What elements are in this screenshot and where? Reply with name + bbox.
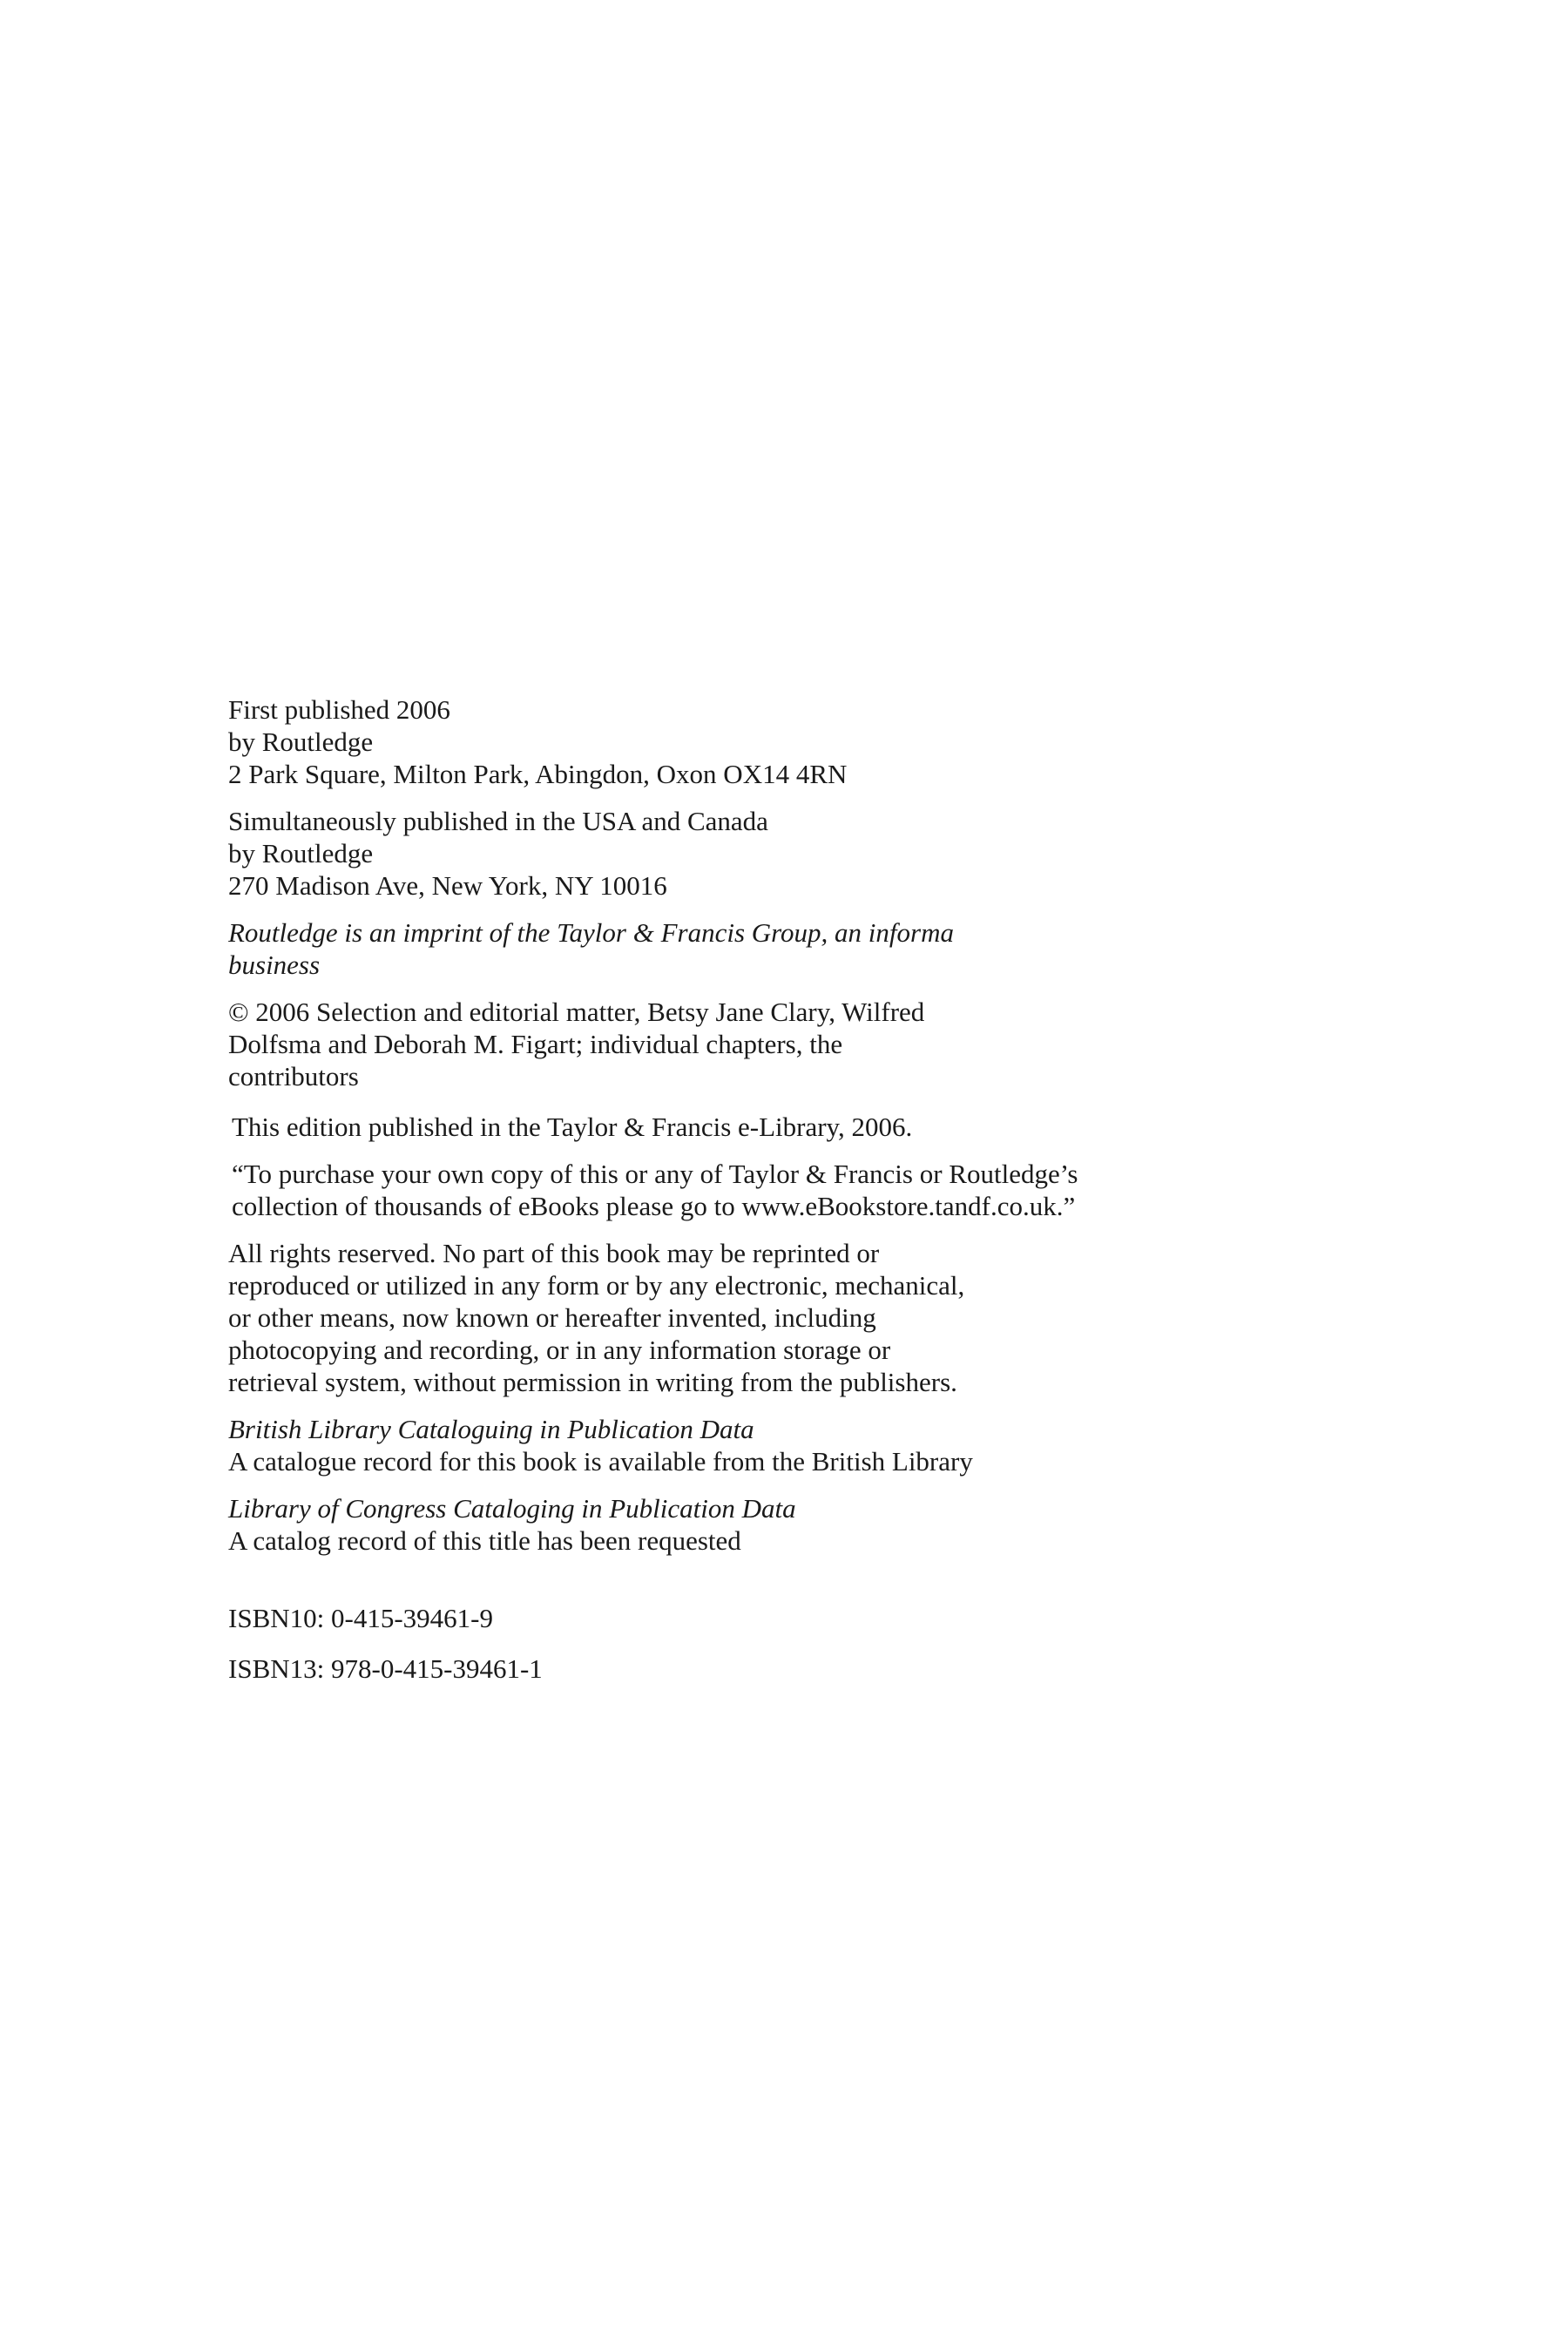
elibrary-edition-line: This edition published in the Taylor & Francis e-Library, 2006. bbox=[232, 1112, 913, 1142]
rights-line: retrieval system, without permission in writing from the publishers. bbox=[228, 1367, 957, 1397]
copyright-line: Dolfsma and Deborah M. Figart; individual chapters, the bbox=[228, 1029, 843, 1059]
rights-block bbox=[228, 1237, 1274, 1398]
rights-line: or other means, now known or hereafter invented, including bbox=[228, 1302, 876, 1333]
ebook-notice-line: collection of thousands of eBooks please go to www.eBookstore.tandf.co.uk.” bbox=[232, 1191, 1076, 1221]
simultaneous-publication-block bbox=[228, 805, 1274, 902]
imprint-note bbox=[228, 916, 1274, 981]
publisher-address-uk: 2 Park Square, Milton Park, Abingdon, Oxon OX14 4RN bbox=[228, 759, 848, 789]
first-published-line: First published 2006 bbox=[228, 694, 450, 725]
rights-line: reproduced or utilized in any form or by any electronic, mechanical, bbox=[228, 1270, 965, 1301]
rights-line: photocopying and recording, or in any information storage or bbox=[228, 1335, 891, 1365]
rights-line: All rights reserved. No part of this book may be reprinted or bbox=[228, 1238, 880, 1268]
imprint-note-line: business bbox=[228, 950, 321, 980]
british-library-heading: British Library Cataloguing in Publication Data bbox=[228, 1414, 754, 1444]
publisher-line-us: by Routledge bbox=[228, 838, 374, 868]
isbn13 bbox=[228, 1652, 1274, 1685]
ebook-notice-line: “To purchase your own copy of this or any of Taylor & Francis or Routledge’s bbox=[232, 1159, 1078, 1189]
isbn10-line: ISBN10: 0-415-39461-9 bbox=[228, 1603, 493, 1633]
copyright-line: © 2006 Selection and editorial matter, Betsy Jane Clary, Wilfred bbox=[228, 997, 925, 1027]
copyright-line: contributors bbox=[228, 1061, 359, 1092]
publisher-address-us: 270 Madison Ave, New York, NY 10016 bbox=[228, 870, 667, 901]
isbn10 bbox=[228, 1602, 1274, 1634]
copyright-block bbox=[228, 996, 1274, 1092]
library-of-congress-heading: Library of Congress Cataloging in Publication Data bbox=[228, 1493, 796, 1524]
publisher-line: by Routledge bbox=[228, 727, 374, 757]
british-library-text: A catalogue record for this book is available from the British Library bbox=[228, 1446, 973, 1477]
ebook-notice bbox=[228, 1158, 1274, 1222]
elibrary-edition bbox=[228, 1111, 1274, 1143]
simultaneous-line: Simultaneously published in the USA and Canada bbox=[228, 806, 768, 836]
isbn13-line: ISBN13: 978-0-415-39461-1 bbox=[228, 1653, 543, 1684]
library-of-congress-block bbox=[228, 1492, 1274, 1557]
copyright-page bbox=[228, 693, 1274, 1685]
imprint-note-line: Routledge is an imprint of the Taylor & Francis Group, an informa bbox=[228, 917, 954, 948]
british-library-block bbox=[228, 1413, 1274, 1477]
library-of-congress-text: A catalog record of this title has been requested bbox=[228, 1525, 741, 1556]
first-published-block bbox=[228, 693, 1274, 790]
